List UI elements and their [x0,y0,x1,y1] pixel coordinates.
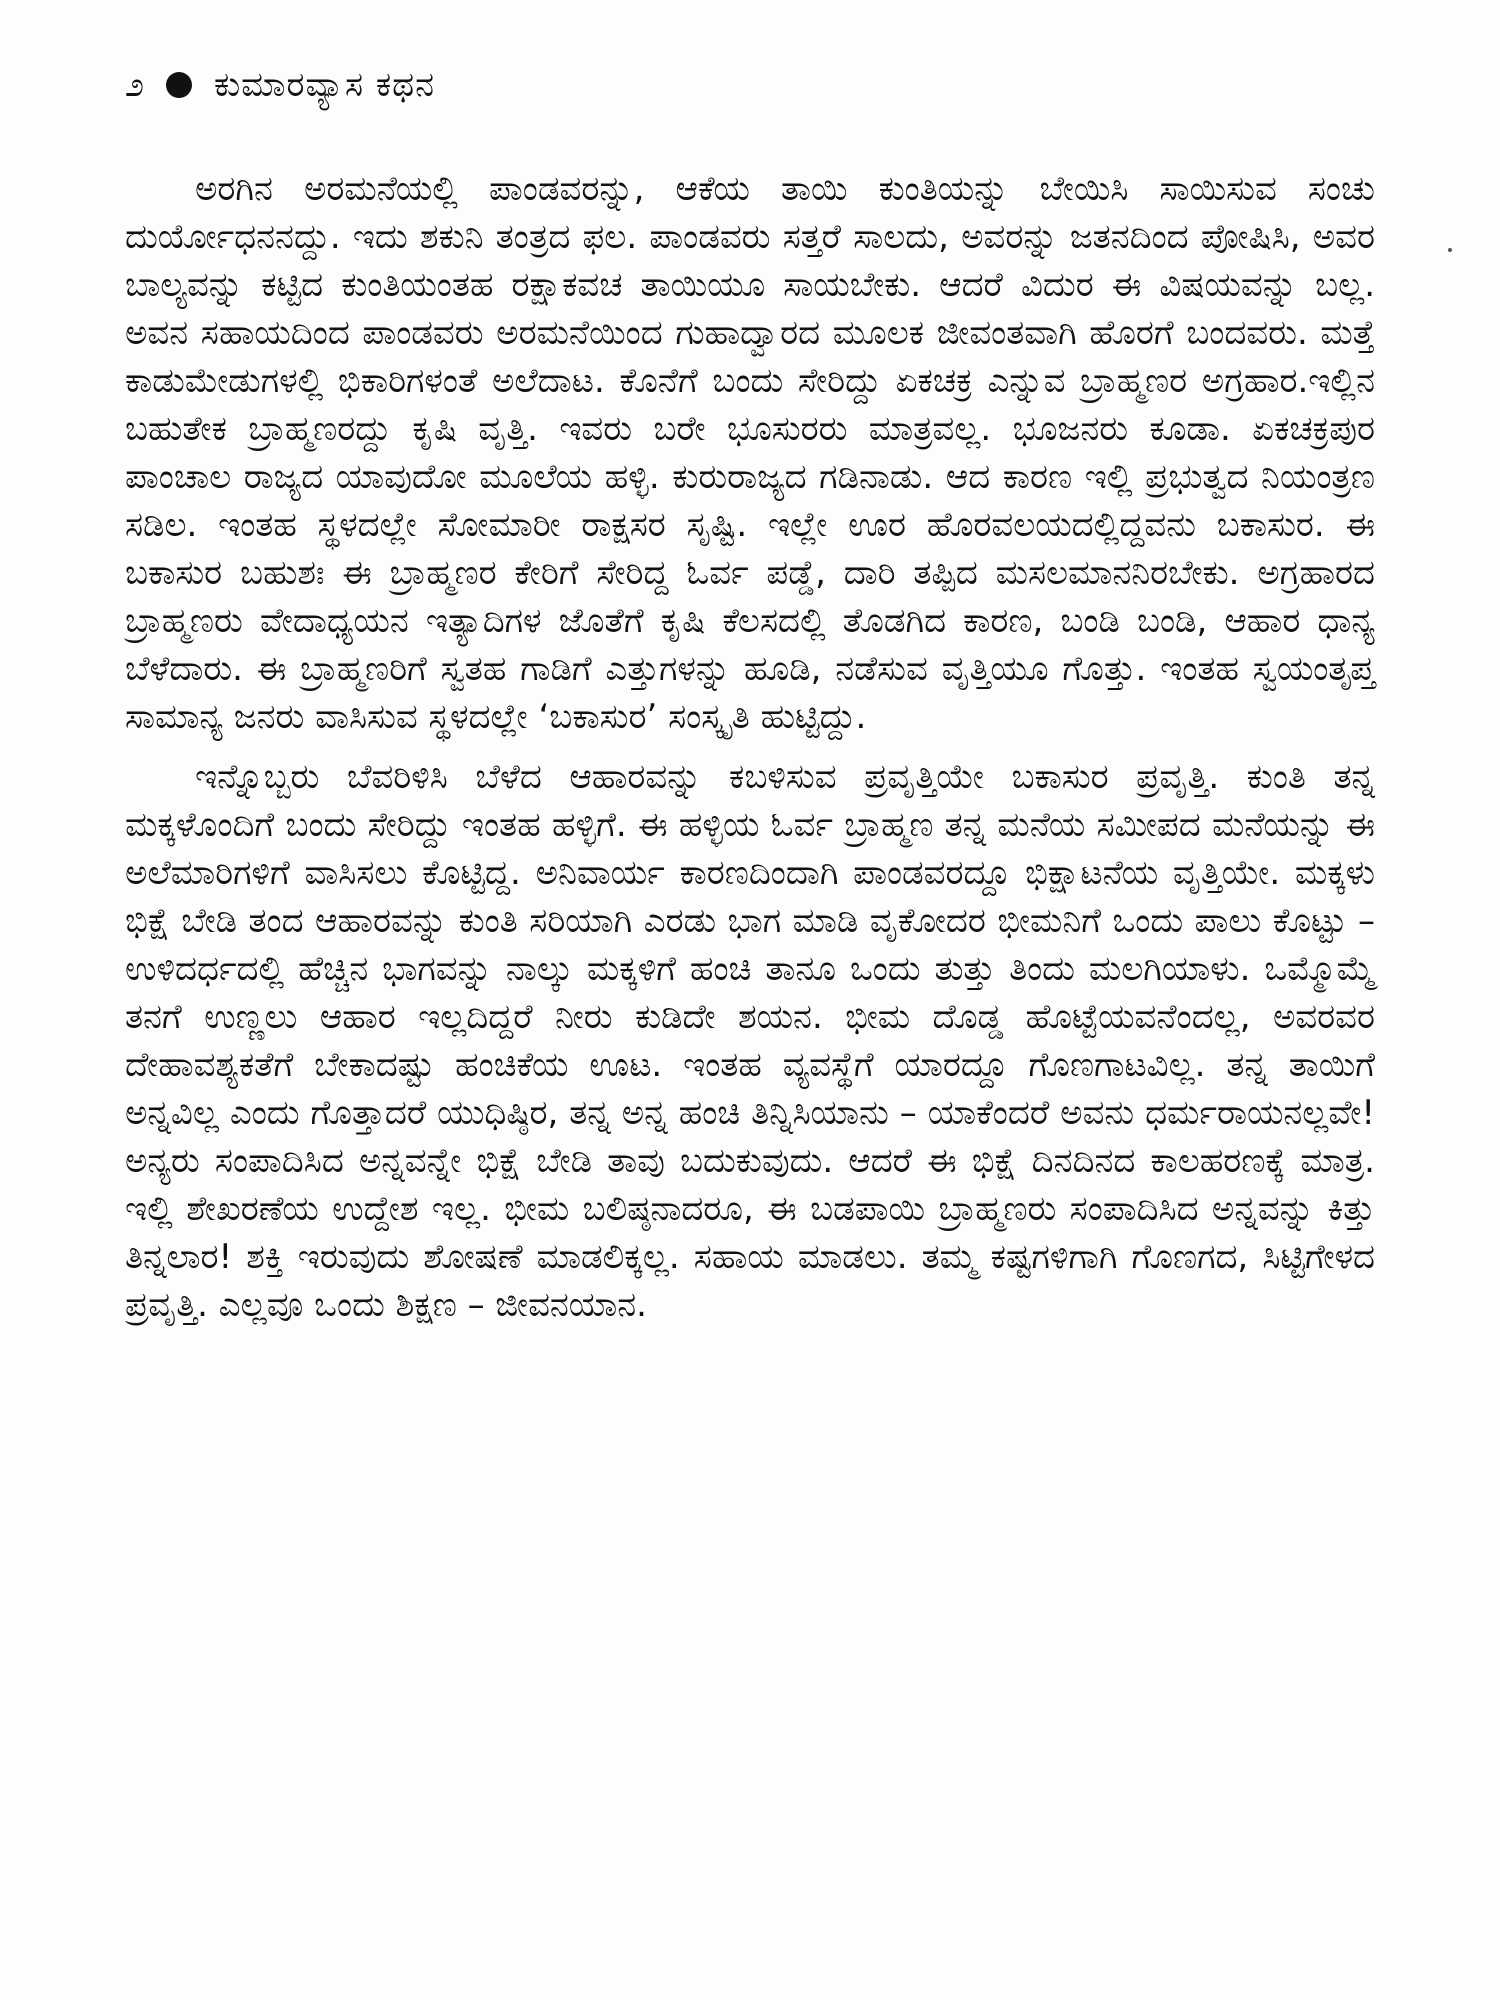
running-title: ಕುಮಾರವ್ಯಾಸ ಕಥನ [214,65,436,105]
page-header [125,60,435,110]
paragraph: ಇನ್ನೊಬ್ಬರು ಬೆವರಿಳಿಸಿ ಬೆಳೆದ ಆಹಾರವನ್ನು ಕಬಳಿಸುವ ಪ್ರವೃತ್ತಿಯೇ ಬಕಾಸುರ ಪ್ರವೃತ್ತಿ. ಕುಂತಿ ತನ್ನ ಮಕ್ಕಳೊಂದಿಗೆ ಬಂದು ಸೇರಿದ್ದು ಇಂತಹ ಹಳ್ಳಿಗೆ. ಈ ಹಳ್ಳಿಯ ಓರ್ವ ಬ್ರಾಹ್ಮಣ ತನ್ನ ಮನೆಯ ಸಮೀಪದ ಮನೆಯನ್ನು ಈ ಅಲೆಮಾರಿಗಳಿಗೆ ವಾಸಿಸಲು ಕೊಟ್ಟಿದ್ದ. ಅನಿವಾರ್ಯ ಕಾರಣದಿಂದಾಗಿ ಪಾಂಡವರದ್ದೂ ಭಿಕ್ಷಾಟನೆಯ ವೃತ್ತಿಯೇ. ಮಕ್ಕಳು ಭಿಕ್ಷೆ ಬೇಡಿ ತಂದ ಆಹಾರವನ್ನು ಕುಂತಿ ಸರಿಯಾಗಿ ಎರಡು ಭಾಗ ಮಾಡಿ ವೃಕೋದರ ಭೀಮನಿಗೆ ಒಂದು ಪಾಲು ಕೊಟ್ಟು – ಉಳಿದರ್ಧದಲ್ಲಿ ಹೆಚ್ಚಿನ ಭಾಗವನ್ನು ನಾಲ್ಕು ಮಕ್ಕಳಿಗೆ ಹಂಚಿ ತಾನೂ ಒಂದು ತುತ್ತು ತಿಂದು ಮಲಗಿಯಾಳು. ಒಮ್ಮೊಮ್ಮೆ ತನಗೆ ಉಣ್ಣಲು ಆಹಾರ ಇಲ್ಲದಿದ್ದರೆ ನೀರು ಕುಡಿದೇ ಶಯನ. ಭೀಮ ದೊಡ್ಡ ಹೊಟ್ಟೆಯವನೆಂದಲ್ಲ, ಅವರವರ ದೇಹಾವಶ್ಯಕತೆಗೆ ಬೇಕಾದಷ್ಟು ಹಂಚಿಕೆಯ ಊಟ. ಇಂತಹ ವ್ಯವಸ್ಥೆಗೆ ಯಾರದ್ದೂ ಗೊಣಗಾಟವಿಲ್ಲ. ತನ್ನ ತಾಯಿಗೆ ಅನ್ನವಿಲ್ಲ ಎಂದು ಗೊತ್ತಾದರೆ ಯುಧಿಷ್ಠಿರ, ತನ್ನ ಅನ್ನ ಹಂಚಿ ತಿನ್ನಿಸಿಯಾನು – ಯಾಕೆಂದರೆ ಅವನು ಧರ್ಮರಾಯನಲ್ಲವೇ! ಅನ್ಯರು ಸಂಪಾದಿಸಿದ ಅನ್ನವನ್ನೇ ಭಿಕ್ಷೆ ಬೇಡಿ ತಾವು ಬದುಕುವುದು. ಆದರೆ ಈ ಭಿಕ್ಷೆ ದಿನದಿನದ ಕಾಲಹರಣಕ್ಕೆ ಮಾತ್ರ. ಇಲ್ಲಿ ಶೇಖರಣೆಯ ಉದ್ದೇಶ ಇಲ್ಲ. ಭೀಮ ಬಲಿಷ್ಠನಾದರೂ, ಈ ಬಡಪಾಯಿ ಬ್ರಾಹ್ಮಣರು ಸಂಪಾದಿಸಿದ ಅನ್ನವನ್ನು ಕಿತ್ತು ತಿನ್ನಲಾರ! ಶಕ್ತಿ ಇರುವುದು ಶೋಷಣೆ ಮಾಡಲಿಕ್ಕಲ್ಲ. ಸಹಾಯ ಮಾಡಲು. ತಮ್ಮ ಕಷ್ಟಗಳಿಗಾಗಿ ಗೊಣಗದ, ಸಿಟ್ಟಿಗೇಳದ ಪ್ರವೃತ್ತಿ. ಎಲ್ಲವೂ ಒಂದು ಶಿಕ್ಷಣ – ಜೀವನಯಾನ. [125,757,1375,1325]
print-speck [1448,248,1452,252]
body-text [125,165,1375,1341]
paragraph: ಅರಗಿನ ಅರಮನೆಯಲ್ಲಿ ಪಾಂಡವರನ್ನು, ಆಕೆಯ ತಾಯಿ ಕುಂತಿಯನ್ನು ಬೇಯಿಸಿ ಸಾಯಿಸುವ ಸಂಚು ದುರ್ಯೋಧನನದ್ದು. ಇದು ಶಕುನಿ ತಂತ್ರದ ಫಲ. ಪಾಂಡವರು ಸತ್ತರೆ ಸಾಲದು, ಅವರನ್ನು ಜತನದಿಂದ ಪೋಷಿಸಿ, ಅವರ ಬಾಲ್ಯವನ್ನು ಕಟ್ಟಿದ ಕುಂತಿಯಂತಹ ರಕ್ಷಾಕವಚ ತಾಯಿಯೂ ಸಾಯಬೇಕು. ಆದರೆ ವಿದುರ ಈ ವಿಷಯವನ್ನು ಬಲ್ಲ. ಅವನ ಸಹಾಯದಿಂದ ಪಾಂಡವರು ಅರಮನೆಯಿಂದ ಗುಹಾದ್ವಾರದ ಮೂಲಕ ಜೀವಂತವಾಗಿ ಹೊರಗೆ ಬಂದವರು. ಮತ್ತೆ ಕಾಡುಮೇಡುಗಳಲ್ಲಿ ಭಿಕಾರಿಗಳಂತೆ ಅಲೆದಾಟ. ಕೊನೆಗೆ ಬಂದು ಸೇರಿದ್ದು ಏಕಚಕ್ರ ಎನ್ನುವ ಬ್ರಾಹ್ಮಣರ ಅಗ್ರಹಾರ.ಇಲ್ಲಿನ ಬಹುತೇಕ ಬ್ರಾಹ್ಮಣರದ್ದು ಕೃಷಿ ವೃತ್ತಿ. ಇವರು ಬರೇ ಭೂಸುರರು ಮಾತ್ರವಲ್ಲ. ಭೂಜನರು ಕೂಡಾ. ಏಕಚಕ್ರಪುರ ಪಾಂಚಾಲ ರಾಜ್ಯದ ಯಾವುದೋ ಮೂಲೆಯ ಹಳ್ಳಿ. ಕುರುರಾಜ್ಯದ ಗಡಿನಾಡು. ಆದ ಕಾರಣ ಇಲ್ಲಿ ಪ್ರಭುತ್ವದ ನಿಯಂತ್ರಣ ಸಡಿಲ. ಇಂತಹ ಸ್ಥಳದಲ್ಲೇ ಸೋಮಾರೀ ರಾಕ್ಷಸರ ಸೃಷ್ಟಿ. ಇಲ್ಲೇ ಊರ ಹೊರವಲಯದಲ್ಲಿದ್ದವನು ಬಕಾಸುರ. ಈ ಬಕಾಸುರ ಬಹುಶಃ ಈ ಬ್ರಾಹ್ಮಣರ ಕೇರಿಗೆ ಸೇರಿದ್ದ ಓರ್ವ ಪಡ್ಡೆ, ದಾರಿ ತಪ್ಪಿದ ಮಸಲಮಾನನಿರಬೇಕು. ಅಗ್ರಹಾರದ ಬ್ರಾಹ್ಮಣರು ವೇದಾಧ್ಯಯನ ಇತ್ಯಾದಿಗಳ ಜೊತೆಗೆ ಕೃಷಿ ಕೆಲಸದಲ್ಲಿ ತೊಡಗಿದ ಕಾರಣ, ಬಂಡಿ ಬಂಡಿ, ಆಹಾರ ಧಾನ್ಯ ಬೆಳೆದಾರು. ಈ ಬ್ರಾಹ್ಮಣರಿಗೆ ಸ್ವತಹ ಗಾಡಿಗೆ ಎತ್ತುಗಳನ್ನು ಹೂಡಿ, ನಡೆಸುವ ವೃತ್ತಿಯೂ ಗೊತ್ತು. ಇಂತಹ ಸ್ವಯಂತೃಪ್ತ ಸಾಮಾನ್ಯ ಜನರು ವಾಸಿಸುವ ಸ್ಥಳದಲ್ಲೇ ‘ಬಕಾಸುರ’ ಸಂಸ್ಕೃತಿ ಹುಟ್ಟಿದ್ದು. [125,169,1375,737]
bullet-icon [166,72,192,98]
page-number: ೨ [125,65,145,105]
